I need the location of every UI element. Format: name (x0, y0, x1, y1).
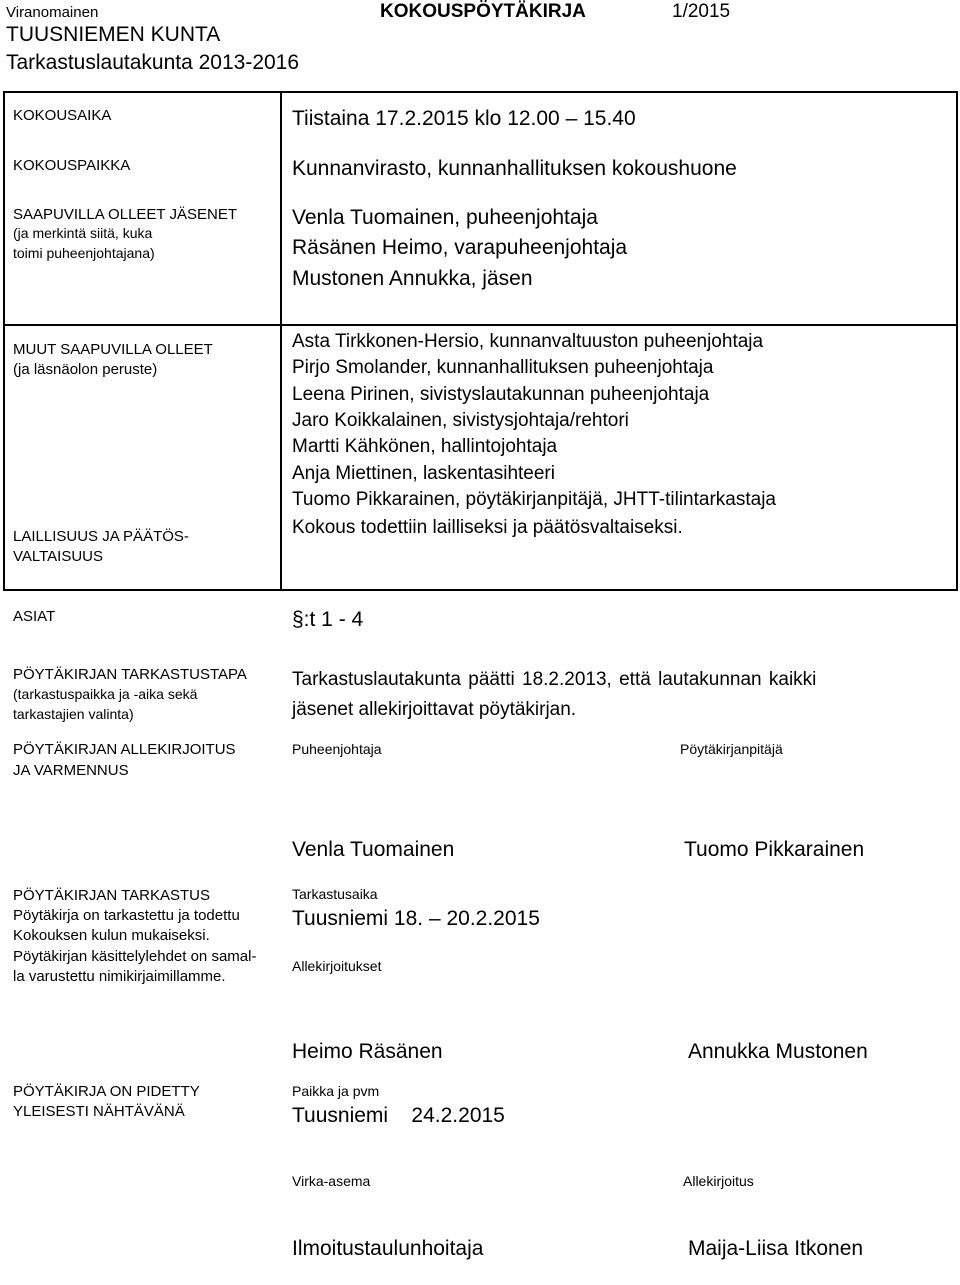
noticeboard-signer-name: Maija-Liisa Itkonen (688, 1237, 864, 1260)
table-left-border (3, 91, 5, 326)
meeting-place-label: KOKOUSPAIKKA (13, 157, 131, 174)
signatures-label: Allekirjoitukset (292, 958, 382, 974)
legality-value: Kokous todettiin lailliseksi ja päätösvaltaiseksi. (292, 517, 683, 538)
chair-role-label: Puheenjohtaja (292, 741, 382, 757)
matters-value: §:t 1 - 4 (292, 608, 364, 631)
municipality-name: TUUSNIEMEN KUNTA (6, 23, 221, 46)
review-time-label: Tarkastusaika (292, 886, 378, 902)
others-label-line-2: (ja läsnäolon peruste) (13, 361, 158, 378)
public-display-label-line-1: PÖYTÄKIRJA ON PIDETTY (13, 1083, 200, 1100)
review-text-line-1: Pöytäkirja on tarkastettu ja todettu (13, 907, 240, 924)
review-text-line-4: la varustettu nimikirjaimillamme. (13, 968, 226, 985)
secretary-signature-name: Tuomo Pikkarainen (684, 838, 865, 861)
meeting-place-value: Kunnanvirasto, kunnanhallituksen kokoushuone (292, 157, 737, 180)
reviewer-signature-name: Annukka Mustonen (688, 1040, 868, 1063)
review-method-label-line-3: tarkastajien valinta) (13, 706, 134, 722)
document-type: KOKOUSPÖYTÄKIRJA (380, 1, 586, 22)
column-divider (280, 91, 282, 591)
review-time-value: Tuusniemi 18. – 20.2.2015 (292, 907, 540, 930)
others-label-line-1: MUUT SAAPUVILLA OLLEET (13, 341, 213, 358)
review-method-label-line-2: (tarkastuspaikka ja -aika sekä (13, 686, 198, 702)
position-label: Virka-asema (292, 1173, 371, 1189)
authority-label: Viranomainen (6, 4, 99, 21)
chair-signature-name: Venla Tuomainen (292, 838, 455, 861)
table-top-border (3, 91, 958, 93)
member-item: Venla Tuomainen, puheenjohtaja (292, 206, 598, 229)
legality-label-line-2: VALTAISUUS (13, 548, 104, 565)
review-label: PÖYTÄKIRJAN TARKASTUS (13, 887, 210, 904)
member-item: Räsänen Heimo, varapuheenjohtaja (292, 236, 628, 259)
table-bottom-border (3, 589, 958, 591)
attendee-item: Asta Tirkkonen-Hersio, kunnanvaltuuston puheenjohtaja (292, 331, 764, 352)
review-method-value-line-2: jäsenet allekirjoittavat pöytäkirjan. (292, 699, 577, 720)
position-value: Ilmoitustaulunhoitaja (292, 1237, 484, 1260)
public-display-label-line-2: YLEISESTI NÄHTÄVÄNÄ (13, 1103, 185, 1120)
upper-section-bottom-border (3, 324, 958, 326)
members-label-line-3: toimi puheenjohtajana) (13, 245, 155, 261)
attendee-item: Tuomo Pikkarainen, pöytäkirjanpitäjä, JHTT-tilintarkastaja (292, 489, 776, 510)
attendee-item: Leena Pirinen, sivistyslautakunnan puheenjohtaja (292, 384, 710, 405)
review-method-value-line-1: Tarkastuslautakunta päätti 18.2.2013, että lautakunnan kaikki (292, 669, 817, 690)
attendee-item: Jaro Koikkalainen, sivistysjohtaja/rehtori (292, 410, 629, 431)
attendee-item: Pirjo Smolander, kunnanhallituksen puheenjohtaja (292, 357, 714, 378)
member-item: Mustonen Annukka, jäsen (292, 267, 533, 290)
place-date-label: Paikka ja pvm (292, 1083, 380, 1099)
place-date-value: Tuusniemi 24.2.2015 (292, 1104, 505, 1127)
table-right-border (956, 91, 958, 326)
meeting-time-value: Tiistaina 17.2.2015 klo 12.00 – 15.40 (292, 107, 636, 130)
review-text-line-2: Kokouksen kulun mukaiseksi. (13, 927, 210, 944)
signing-label-line-1: PÖYTÄKIRJAN ALLEKIRJOITUS (13, 741, 236, 758)
attendee-item: Martti Kähkönen, hallintojohtaja (292, 436, 558, 457)
board-name: Tarkastuslautakunta 2013-2016 (6, 51, 300, 74)
matters-label: ASIAT (13, 608, 56, 625)
members-label-line-2: (ja merkintä siitä, kuka (13, 225, 153, 241)
secretary-role-label: Pöytäkirjanpitäjä (680, 741, 783, 757)
meeting-time-label: KOKOUSAIKA (13, 107, 112, 124)
signing-label-line-2: JA VARMENNUS (13, 762, 129, 779)
legality-label-line-1: LAILLISUUS JA PÄÄTÖS- (13, 528, 189, 545)
document-number: 1/2015 (672, 1, 731, 22)
reviewer-signature-name: Heimo Räsänen (292, 1040, 443, 1063)
lower-left-border (3, 324, 5, 591)
review-text-line-3: Pöytäkirjan käsittelylehdet on samal- (13, 948, 257, 965)
signature-label: Allekirjoitus (683, 1173, 754, 1189)
review-method-label-line-1: PÖYTÄKIRJAN TARKASTUSTAPA (13, 666, 247, 683)
lower-right-border (956, 324, 958, 591)
members-label-line-1: SAAPUVILLA OLLEET JÄSENET (13, 206, 237, 223)
attendee-item: Anja Miettinen, laskentasihteeri (292, 463, 555, 484)
